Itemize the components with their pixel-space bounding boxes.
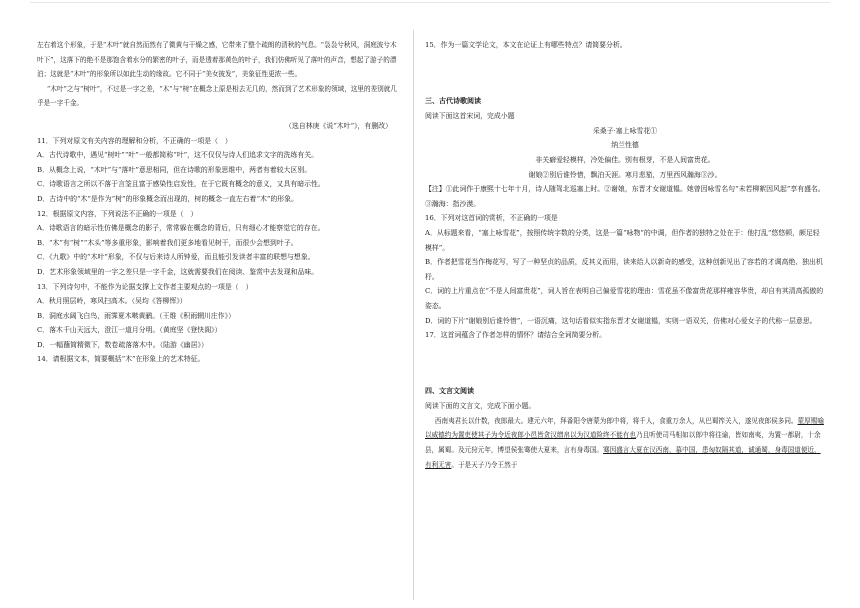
underlined-sentence: 骞因盛言大夏在汉西南，慕中国，患匈奴隔其道，诚通蜀，身毒国道便近，有利无害	[425, 446, 821, 469]
poem-note: 【注】①此词作于康熙十七年十月，诗人随驾北巡塞上时。②谢娘，东晋才女谢道韫。她曾因咏雪名句“未若柳絮因风起”享有盛名。③瀚海：指沙漠。	[425, 185, 825, 208]
q12-option-c[interactable]: C．《九歌》中的“木叶”形象，不仅与后来诗人所钟爱，而且能引发读者丰富的联想与想象。	[37, 253, 315, 262]
right-column	[425, 38, 825, 472]
q16-option-b[interactable]: B．作者把雪花当作梅花写，写了一种坚贞的品质，反其义而用，读来给人以新奇的感受，这种创新见出了容若的才调高绝、独出机杼。	[425, 258, 823, 281]
q13-option-a[interactable]: A．秋月照层岭，寒风扫高木。（吴均《答柳恽》）	[37, 297, 187, 306]
top-rule	[30, 2, 830, 3]
question-13: 13．下列诗句中，不能作为论据支撑上文作者主要观点的一项是（ ）	[37, 282, 253, 291]
poem-line: 谢娘②别后谁怜惜，飘泊天涯。寒月悲笳，万里西风瀚海③沙。	[528, 170, 722, 179]
classical-text-line: 入，遂见夜郎侯多同。	[731, 416, 798, 425]
q11-option-b[interactable]: B．从概念上说，“木叶”与“落叶”意思相同，但在诗歌的形象思维中，两者有着较大区别。	[37, 165, 312, 174]
poem-author: 纳兰性德	[611, 141, 639, 150]
passage-paragraph: 左右着这个形象，于是“木叶”就自然而然有了微黄与干燥之感，它带来了整个疏朗的清秋的气息。“袅袅兮秋风，洞庭波兮木叶下”，这落下的绝不是那饱含着水分的繁密的叶子，而是透着那黄色的叶子，我们仿佛听见了落叶的声音，想起了游子的漂泊；这就是“木叶”的形象所以如此生动的缘故。它不同于“美女披发”，美象征性更浓一些。	[37, 41, 397, 79]
classical-text-line: 有身毒国。	[570, 446, 604, 455]
q13-option-d[interactable]: D．一幅蘸简精微下，数卷疏落落木中。（陆游《幽居》）	[37, 340, 208, 349]
column-divider	[413, 30, 414, 600]
q12-option-b[interactable]: B．“木”有“树”“木头”等多重形象，影响着我们更多地看见树干，而很少会想到叶子。	[37, 238, 298, 247]
poem-title: 采桑子·塞上咏雪花①	[592, 126, 658, 135]
q16-option-a[interactable]: A．从标题来看，“塞上咏雪花”，按照传统字数的分类，这是一篇“咏物”的中调，但作者的独特之处在于：他打乱“悠悠顿，颇足轻模样”。	[425, 228, 820, 252]
section-4-heading: 四、文言文阅读	[425, 387, 474, 395]
question-12: 12．根据原文内容，下列说法不正确的一项是（ ）	[37, 209, 198, 218]
question-15: 15．作为一篇文学论文，本文在论证上有哪些特点？请简要分析。	[425, 41, 627, 49]
question-14: 14．请根据文本，简要概括“木”在形象上的艺术特征。	[37, 355, 205, 364]
classical-text	[425, 414, 825, 472]
q12-option-a[interactable]: A．诗歌语言的暗示性仿佛是概念的影子，常常躲在概念的背后，只有细心才能察觉它的存在。	[37, 224, 325, 233]
q11-option-c[interactable]: C．诗歌语言之所以不落于言筌且富于感染性启发性，在于它既有概念的意义，又具有暗示性。	[37, 180, 325, 189]
left-column	[37, 38, 402, 367]
classical-text-line: 西南夷君长以什数，夜郎最大。建元六年，拜番阳令唐蒙为郎中将，将千人，食重万余人，从巴蜀筰关	[434, 416, 732, 425]
passage-attribution: （选自林庚《说“木叶”》，有删改）	[285, 121, 392, 130]
section-4-intro: 阅读下面的文言文，完成下面小题。	[425, 402, 536, 411]
q11-option-a[interactable]: A．古代诗歌中，遇见“树叶”“叶”一般都简称“叶”，这不仅仅与诗人们追求文字的洗练有关。	[37, 151, 319, 160]
classical-text-line: 使司马相如以郎中将往谕，皆如南夷，为置一都尉，十余县，属蜀。及元狩元年，博望侯张骞使大夏来，言	[425, 431, 821, 455]
section-3-intro: 阅读下面这首宋词，完成小题	[425, 112, 515, 121]
passage-paragraph: “木叶”之与“树叶”，不过是一字之差，“木”与“树”在概念上原是相去无几的，然而到了艺术形象的领域，这里的差别就几乎是一字千金。	[37, 84, 397, 108]
q16-option-d[interactable]: D．词的下片“谢娘别后谁怜惜”，一语沉痛，这句话看似实指东晋才女谢道韫，实则一语双关，仿佛对心爱女子的代称一层意思。	[425, 316, 817, 325]
q16-option-c[interactable]: C．词的上片重点在“不是人间富贵花”，词人旨在表明自己偏爱雪花的理由：雪花虽不像富贵花那样雍容华贵，却自有其清高孤傲的姿态。	[425, 287, 824, 310]
poem-line: 非关癖爱轻模样，冷处偏佳。别有根芽，不是人间富贵花。	[535, 155, 715, 164]
q11-option-d[interactable]: D．古诗中的“木”是作为“树”的形象概念而出现的，树的概念一直左右着“木”的形象。	[37, 194, 298, 203]
classical-text-line: 。于是天子乃令王然于	[451, 460, 518, 469]
classical-text-line: 乃且听	[636, 431, 656, 440]
q13-option-c[interactable]: C．落木千山天远大，澄江一道月分明。（黄庭坚《登快阁》）	[37, 326, 222, 335]
question-16: 16．下列对这首词的赏析，不正确的一项是	[425, 214, 558, 223]
underlined-sentence: 蒙厚赐喻以威德约为置吏使其子为令近夜郎小邑皆贪汉缯帛以为汉道险终不能有也	[425, 416, 824, 440]
question-11: 11．下列对原文有关内容的理解和分析，不正确的一项是（ ）	[37, 136, 232, 145]
q13-option-b[interactable]: B．洞庭水阔飞白鸟，雨霁夏木啭黄鹂。（王维《积雨辋川庄作》）	[37, 311, 235, 320]
q12-option-d[interactable]: D．艺术形象领域里的一字之差只是一字千金，这就需要我们在阅读、鉴赏中去发现和品味。	[37, 267, 319, 276]
question-17: 17．这首词蕴含了作者怎样的情怀？请结合全词简要分析。	[425, 331, 607, 340]
section-3-heading: 三、古代诗歌阅读	[425, 97, 481, 105]
